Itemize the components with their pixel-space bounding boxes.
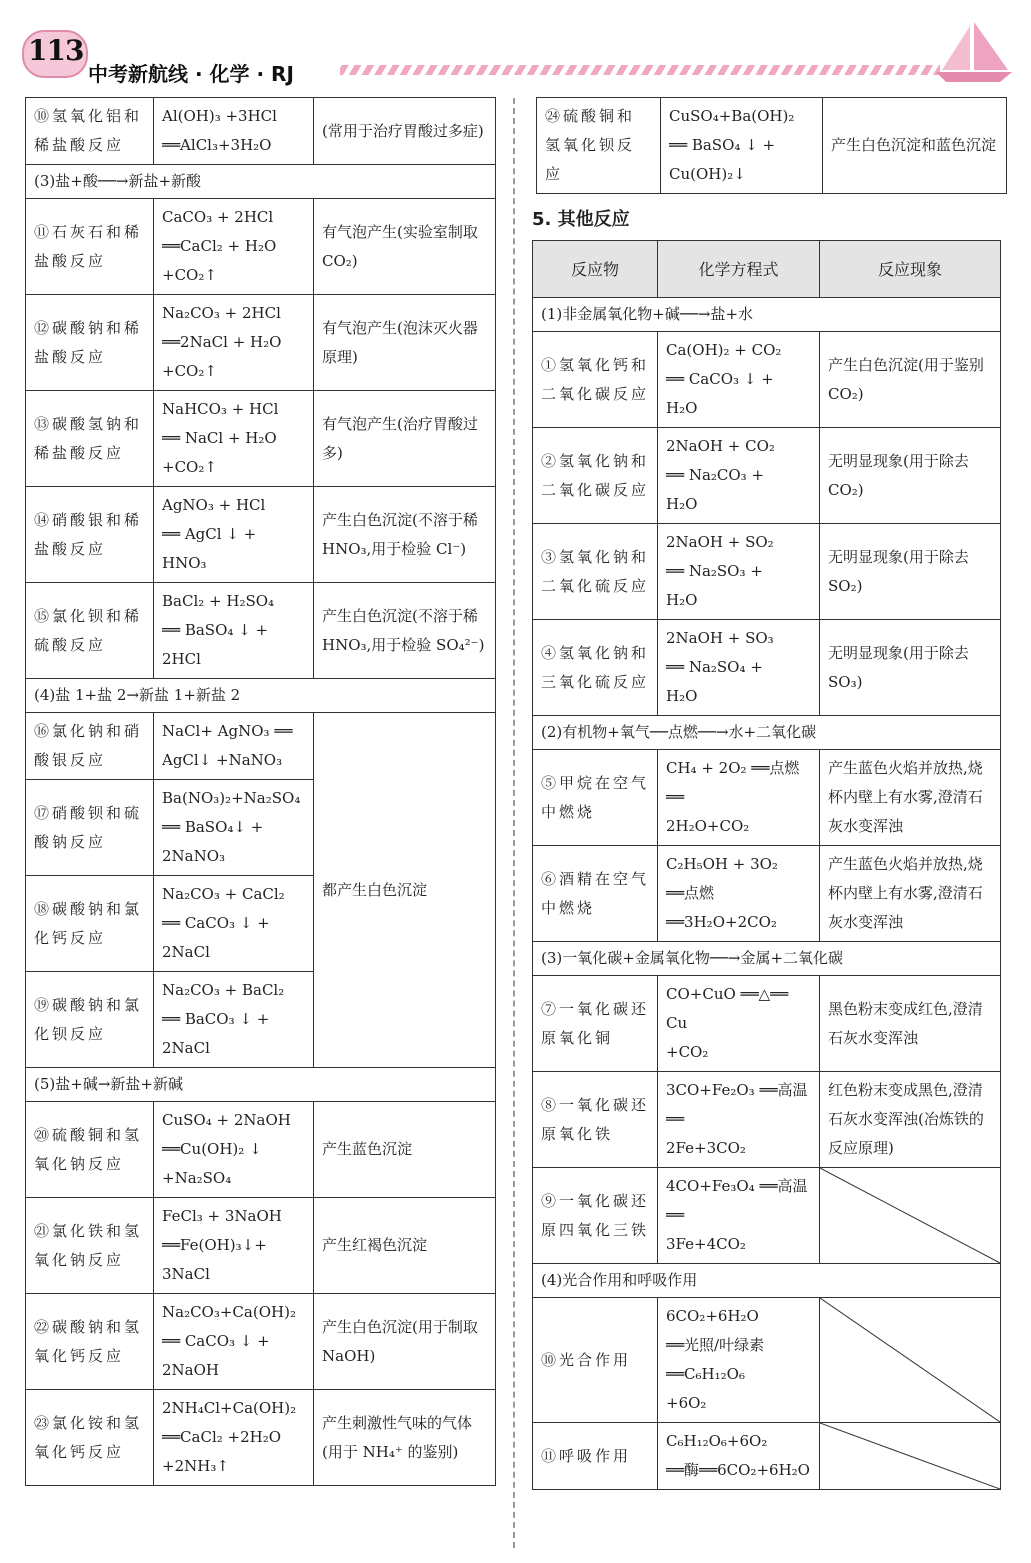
- section-5-title: 5. 其他反应: [532, 209, 630, 230]
- equation-line: 3CO+Fe₂O₃ ══高温══: [666, 1081, 808, 1128]
- equation-line: ══ CaCO₃ ↓ +: [162, 1332, 270, 1350]
- equation-cell: [154, 876, 314, 972]
- reactant-cell: ③氢氧化钠和二氧化硫反应: [533, 524, 658, 620]
- equation-line: 2NaCl: [162, 1039, 210, 1057]
- phenomenon-cell: 产生白色沉淀(不溶于稀 HNO₃,用于检验 Cl⁻): [314, 487, 496, 583]
- equation-line: +2NH₃↑: [162, 1457, 229, 1475]
- table-row: [26, 391, 496, 487]
- equation-cell: [154, 583, 314, 679]
- equation-line: 2H₂O+CO₂: [666, 817, 750, 835]
- equation-line: CaCO₃ + 2HCl: [162, 208, 274, 226]
- equation-cell: [154, 1390, 314, 1486]
- equation-line: H₂O: [666, 495, 698, 513]
- phenomenon-cell: 无明显现象(用于除去 CO₂): [820, 428, 1001, 524]
- section-row: [26, 165, 496, 199]
- equation-line: Na₂CO₃ + 2HCl: [162, 304, 281, 322]
- reactant-cell: ⑪呼吸作用: [533, 1423, 658, 1490]
- reactant-cell: ⑨一氧化碳还原四氧化三铁: [533, 1168, 658, 1264]
- equation-line: ══2NaCl + H₂O: [162, 333, 282, 351]
- reactant-cell: ⑬碳酸氢钠和稀盐酸反应: [26, 391, 154, 487]
- equation-cell: [658, 332, 820, 428]
- equation-line: 2NaCl: [162, 943, 210, 961]
- equation-line: ══Cu(OH)₂ ↓: [162, 1140, 262, 1158]
- table-row: [533, 1298, 1001, 1423]
- reactant-cell: ⑩氢氧化铝和稀盐酸反应: [26, 98, 154, 165]
- table-row: [26, 583, 496, 679]
- reactant-cell: ⑧一氧化碳还原氧化铁: [533, 1072, 658, 1168]
- equation-line: +6O₂: [666, 1394, 707, 1412]
- table-row: [533, 750, 1001, 846]
- section-heading: (3)盐+酸──→新盐+新酸: [26, 165, 496, 199]
- equation-line: 4CO+Fe₃O₄ ══高温══: [666, 1177, 808, 1224]
- section-heading: (4)光合作用和呼吸作用: [533, 1264, 1001, 1298]
- equation-cell: [658, 620, 820, 716]
- equation-line: H₂O: [666, 399, 698, 417]
- reactant-cell: ㉑氯化铁和氢氧化钠反应: [26, 1198, 154, 1294]
- table-row: [26, 1198, 496, 1294]
- section-heading: (4)盐 1+盐 2→新盐 1+新盐 2: [26, 679, 496, 713]
- equation-line: ══ BaSO₄↓ +: [162, 818, 264, 836]
- table-row: [533, 1072, 1001, 1168]
- reactant-cell: ⑰硝酸钡和硫酸钠反应: [26, 780, 154, 876]
- reactant-cell: ⑮氯化钡和稀硫酸反应: [26, 583, 154, 679]
- equation-cell: [154, 972, 314, 1068]
- equation-cell: [154, 391, 314, 487]
- phenomenon-cell: 产生蓝色火焰并放热,烧杯内壁上有水雾,澄清石灰水变浑浊: [820, 846, 1001, 942]
- equation-line: +CO₂↑: [162, 362, 217, 380]
- equation-cell: [154, 780, 314, 876]
- equation-cell: [658, 750, 820, 846]
- reactant-cell: ⑫碳酸钠和稀盐酸反应: [26, 295, 154, 391]
- equation-line: Na₂CO₃ + BaCl₂: [162, 981, 285, 999]
- section-row: [533, 942, 1001, 976]
- equation-line: C₂H₅OH + 3O₂: [666, 855, 778, 873]
- reactant-cell: ①氢氧化钙和二氧化碳反应: [533, 332, 658, 428]
- phenomenon-cell: 有气泡产生(泡沫灭火器原理): [314, 295, 496, 391]
- equation-line: +CO₂↑: [162, 458, 217, 476]
- reactant-cell: ㉒碳酸钠和氢氧化钙反应: [26, 1294, 154, 1390]
- table-row: [26, 1390, 496, 1486]
- equation-line: CuSO₄+Ba(OH)₂: [669, 107, 795, 125]
- table-row: [26, 487, 496, 583]
- equation-line: ══ Na₂SO₃ +: [666, 562, 763, 580]
- equation-line: 2HCl: [162, 650, 201, 668]
- table-row: [537, 98, 1007, 194]
- phenomenon-cell: 有气泡产生(治疗胃酸过多): [314, 391, 496, 487]
- header-stripe: [340, 65, 940, 75]
- equation-cell: [154, 1294, 314, 1390]
- section-row: [26, 1068, 496, 1102]
- equation-cell: [658, 976, 820, 1072]
- equation-cell: [154, 487, 314, 583]
- empty-diagonal-cell: [820, 1168, 1001, 1264]
- equation-cell: [154, 1198, 314, 1294]
- table-row: [26, 199, 496, 295]
- right-reactions-table: [532, 240, 1001, 1490]
- section-row: [533, 716, 1001, 750]
- reactant-cell: ⑥酒精在空气中燃烧: [533, 846, 658, 942]
- equation-line: +CO₂↑: [162, 266, 217, 284]
- section-heading: (2)有机物+氧气──点燃──→水+二氧化碳: [533, 716, 1001, 750]
- empty-diagonal-cell: [820, 1298, 1001, 1423]
- equation-line: AgNO₃ + HCl: [162, 496, 266, 514]
- equation-line: FeCl₃ + 3NaOH: [162, 1207, 282, 1225]
- equation-line: 3Fe+4CO₂: [666, 1235, 746, 1253]
- equation-line: ══Fe(OH)₃↓+: [162, 1236, 267, 1254]
- table-row: [26, 1294, 496, 1390]
- table-row: [26, 295, 496, 391]
- equation-line: +CO₂: [666, 1043, 709, 1061]
- empty-diagonal-cell: [820, 1423, 1001, 1490]
- table-row: [533, 846, 1001, 942]
- section-row: [533, 298, 1001, 332]
- equation-line: C₆H₁₂O₆+6O₂: [666, 1432, 768, 1450]
- phenomenon-cell: 产生白色沉淀(用于鉴别 CO₂): [820, 332, 1001, 428]
- equation-cell: [154, 713, 314, 780]
- phenomenon-cell: 黑色粉末变成红色,澄清石灰水变浑浊: [820, 976, 1001, 1072]
- equation-line: Ba(NO₃)₂+Na₂SO₄: [162, 789, 301, 807]
- equation-cell: [661, 98, 823, 194]
- page-number: 113: [28, 34, 84, 67]
- table-row: [533, 428, 1001, 524]
- section-row: [26, 679, 496, 713]
- equation-line: ══ BaSO₄ ↓ +: [669, 136, 776, 154]
- equation-line: ══AlCl₃+3H₂O: [162, 136, 272, 154]
- equation-line: 2NaOH + SO₂: [666, 533, 774, 551]
- equation-cell: [658, 524, 820, 620]
- table-header-row: [533, 241, 1001, 298]
- equation-cell: [658, 428, 820, 524]
- phenomenon-cell: 产生白色沉淀(用于制取 NaOH): [314, 1294, 496, 1390]
- equation-line: ══点燃══3H₂O+2CO₂: [666, 884, 777, 931]
- equation-line: NaHCO₃ + HCl: [162, 400, 279, 418]
- equation-line: Ca(OH)₂ + CO₂: [666, 341, 782, 359]
- equation-cell: [658, 1298, 820, 1423]
- reactant-cell: ⑯氯化钠和硝酸银反应: [26, 713, 154, 780]
- section-row: [533, 1264, 1001, 1298]
- equation-line: CH₄ + 2O₂ ══点燃══: [666, 759, 800, 806]
- reactant-cell: ⑱碳酸钠和氯化钙反应: [26, 876, 154, 972]
- equation-line: ══ CaCO₃ ↓ +: [162, 914, 270, 932]
- reactant-cell: ⑭硝酸银和稀盐酸反应: [26, 487, 154, 583]
- equation-line: 2NH₄Cl+Ca(OH)₂: [162, 1399, 297, 1417]
- equation-line: Na₂CO₃+Ca(OH)₂: [162, 1303, 296, 1321]
- equation-line: Na₂CO₃ + CaCl₂: [162, 885, 285, 903]
- table-row: [533, 976, 1001, 1072]
- equation-line: HNO₃: [162, 554, 207, 572]
- table-row: [26, 1102, 496, 1198]
- equation-line: ══CaCl₂ + H₂O: [162, 237, 277, 255]
- equation-line: 3NaCl: [162, 1265, 210, 1283]
- equation-line: CO+CuO ══△══ Cu: [666, 985, 789, 1032]
- equation-line: ══ BaCO₃ ↓ +: [162, 1010, 270, 1028]
- left-reactions-table: [25, 97, 496, 1486]
- equation-cell: [154, 295, 314, 391]
- book-title: 中考新航线 · 化学 · RJ: [88, 62, 294, 86]
- equation-line: 2NaNO₃: [162, 847, 226, 865]
- equation-cell: [154, 1102, 314, 1198]
- equation-line: 2NaOH + SO₃: [666, 629, 774, 647]
- equation-line: ══ Na₂CO₃ +: [666, 466, 765, 484]
- equation-line: ══ NaCl + H₂O: [162, 429, 277, 447]
- equation-line: ══酶══6CO₂+6H₂O: [666, 1461, 810, 1479]
- phenomenon-cell: 产生白色沉淀和蓝色沉淀: [823, 98, 1007, 194]
- reactant-cell: ⑲碳酸钠和氯化钡反应: [26, 972, 154, 1068]
- reactant-cell: ⑳硫酸铜和氢氧化钠反应: [26, 1102, 154, 1198]
- reactant-cell: ㉔硫酸铜和氢氧化钡反应: [537, 98, 661, 194]
- table-row: [533, 1423, 1001, 1490]
- equation-line: ══ BaSO₄ ↓ +: [162, 621, 269, 639]
- equation-cell: [658, 1072, 820, 1168]
- column-divider: [513, 98, 515, 1548]
- equation-line: Cu(OH)₂↓: [669, 165, 746, 183]
- phenomenon-cell: 产生红褐色沉淀: [314, 1198, 496, 1294]
- table-row: [533, 1168, 1001, 1264]
- equation-line: 2NaOH: [162, 1361, 219, 1379]
- equation-line: H₂O: [666, 591, 698, 609]
- phenomenon-cell: 产生蓝色火焰并放热,烧杯内壁上有水雾,澄清石灰水变浑浊: [820, 750, 1001, 846]
- header-equation: 化学方程式: [658, 241, 820, 298]
- equation-line: H₂O: [666, 687, 698, 705]
- equation-line: ══CaCl₂ +2H₂O: [162, 1428, 282, 1446]
- table-row: [533, 620, 1001, 716]
- phenomenon-cell: 都产生白色沉淀: [314, 713, 496, 1068]
- equation-cell: [154, 98, 314, 165]
- phenomenon-cell: 产生刺激性气味的气体(用于 NH₄⁺ 的鉴别): [314, 1390, 496, 1486]
- phenomenon-cell: 产生白色沉淀(不溶于稀 HNO₃,用于检验 SO₄²⁻): [314, 583, 496, 679]
- section-heading: (5)盐+碱→新盐+新碱: [26, 1068, 496, 1102]
- equation-line: ══ AgCl ↓ +: [162, 525, 257, 543]
- reactant-cell: ㉓氯化铵和氢氧化钙反应: [26, 1390, 154, 1486]
- table-row: [533, 524, 1001, 620]
- table-row: [533, 332, 1001, 428]
- phenomenon-cell: 无明显现象(用于除去 SO₃): [820, 620, 1001, 716]
- reactant-cell: ②氢氧化钠和二氧化碳反应: [533, 428, 658, 524]
- table-row: [26, 713, 496, 780]
- equation-line: NaCl+ AgNO₃ ══: [162, 722, 293, 740]
- header-reactant: 反应物: [533, 241, 658, 298]
- equation-cell: [658, 1423, 820, 1490]
- equation-line: ══ Na₂SO₄ +: [666, 658, 763, 676]
- table-row: [26, 98, 496, 165]
- equation-line: CuSO₄ + 2NaOH: [162, 1111, 291, 1129]
- equation-line: BaCl₂ + H₂SO₄: [162, 592, 275, 610]
- reactant-cell: ⑪石灰石和稀盐酸反应: [26, 199, 154, 295]
- equation-line: AgCl↓ +NaNO₃: [162, 751, 283, 769]
- phenomenon-cell: 产生蓝色沉淀: [314, 1102, 496, 1198]
- reactant-cell: ⑦一氧化碳还原氧化铜: [533, 976, 658, 1072]
- phenomenon-cell: 无明显现象(用于除去 SO₂): [820, 524, 1001, 620]
- reactant-cell: ⑤甲烷在空气中燃烧: [533, 750, 658, 846]
- section-heading: (1)非金属氧化物+碱──→盐+水: [533, 298, 1001, 332]
- sailboat-icon: [930, 18, 1016, 88]
- equation-line: ══ CaCO₃ ↓ +: [666, 370, 774, 388]
- right-top-table: [536, 97, 1007, 194]
- equation-line: 6CO₂+6H₂O: [666, 1307, 759, 1325]
- section-heading: (3)一氧化碳+金属氧化物──→金属+二氧化碳: [533, 942, 1001, 976]
- equation-line: ══光照/叶绿素══C₆H₁₂O₆: [666, 1336, 765, 1383]
- phenomenon-cell: (常用于治疗胃酸过多症): [314, 98, 496, 165]
- phenomenon-cell: 红色粉末变成黑色,澄清石灰水变浑浊(冶炼铁的反应原理): [820, 1072, 1001, 1168]
- phenomenon-cell: 有气泡产生(实验室制取 CO₂): [314, 199, 496, 295]
- equation-line: 2NaOH + CO₂: [666, 437, 775, 455]
- equation-line: +Na₂SO₄: [162, 1169, 232, 1187]
- equation-line: 2Fe+3CO₂: [666, 1139, 746, 1157]
- reactant-cell: ⑩光合作用: [533, 1298, 658, 1423]
- equation-cell: [658, 1168, 820, 1264]
- equation-line: Al(OH)₃ +3HCl: [162, 107, 277, 125]
- header-phenomenon: 反应现象: [820, 241, 1001, 298]
- equation-cell: [658, 846, 820, 942]
- reactant-cell: ④氢氧化钠和三氧化硫反应: [533, 620, 658, 716]
- equation-cell: [154, 199, 314, 295]
